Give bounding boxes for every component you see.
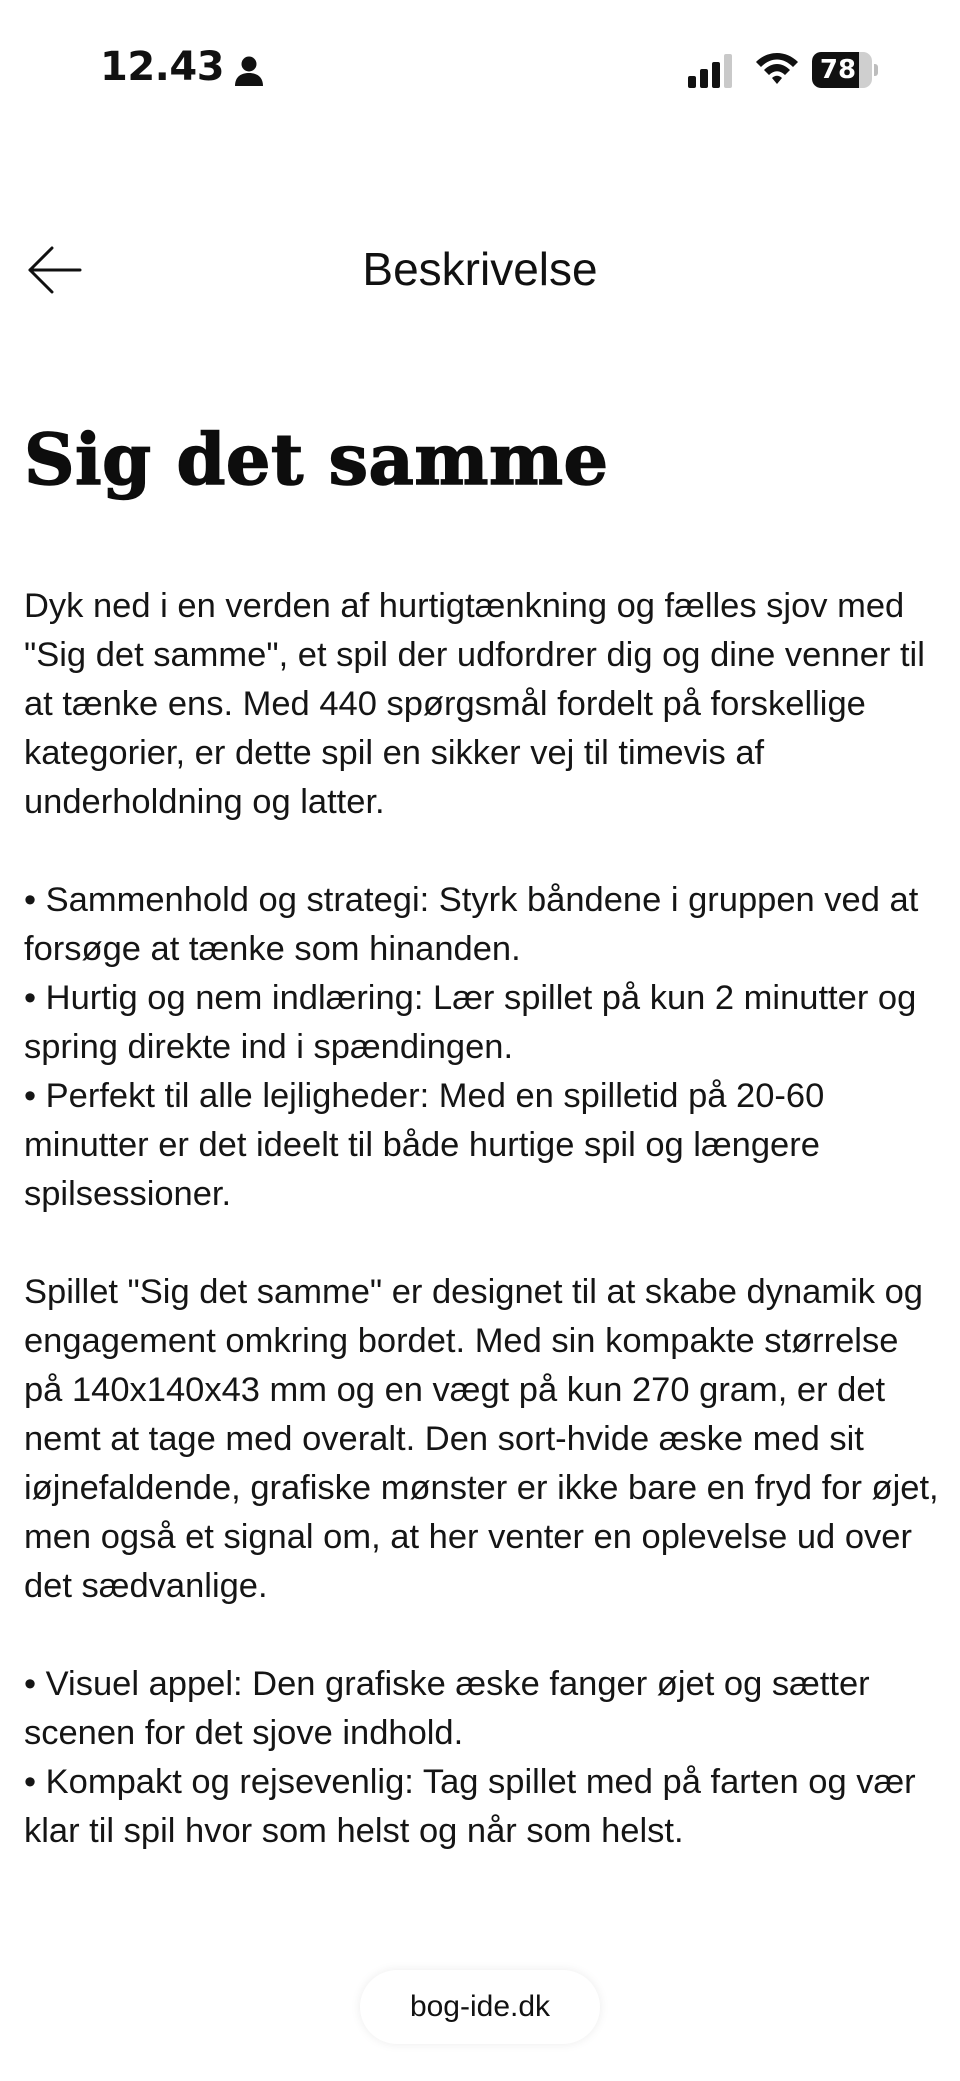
product-title: Sig det samme — [24, 418, 609, 501]
cellular-signal-icon — [688, 54, 736, 88]
list-item: • Sammenhold og strategi: Styrk båndene i gruppen ved at forsøge at tænke som hinanden. — [24, 881, 919, 968]
status-time — [100, 44, 264, 90]
description — [24, 582, 944, 1905]
description-intro: Dyk ned i en verden af hurtigtænkning og fælles sjov med "Sig det samme", et spil der udfordrer dig og dine venner til at tænke ens. Med 440 spørgsmål fordelt på forskellige kategorier, er dette spil en sikker vej til timevis af underholdning og latter. — [24, 587, 925, 821]
list-item: • Perfekt til alle lejligheder: Med en spilletid på 20-60 minutter er det ideelt til både hurtige spil og længere spilsessioner. — [24, 1077, 825, 1213]
header — [0, 220, 960, 320]
person-icon — [234, 51, 264, 83]
wifi-icon — [754, 50, 800, 86]
url-bar[interactable]: bog-ide.dk — [360, 1970, 600, 2044]
battery-body — [812, 52, 872, 88]
list-item: • Kompakt og rejsevenlig: Tag spillet med på farten og vær klar til spil hvor som helst og når som helst. — [24, 1763, 916, 1850]
list-item: • Visuel appel: Den grafiske æske fanger øjet og sætter scenen for det sjove indhold. — [24, 1665, 870, 1752]
list-item: • Hurtig og nem indlæring: Lær spillet på kun 2 minutter og spring direkte ind i spændingen. — [24, 979, 917, 1066]
battery-level: 78 — [819, 55, 857, 85]
feature-list-2 — [24, 1660, 944, 1856]
status-time-text: 12.43 — [100, 44, 225, 90]
page-title: Beskrivelse — [362, 243, 598, 295]
battery-icon — [812, 52, 878, 88]
battery-tip — [874, 64, 878, 76]
description-body: Spillet "Sig det samme" er designet til at skabe dynamik og engagement omkring bordet. Med sin kompakte størrelse på 140x140x43 mm og en vægt på kun 270 gram, er det nemt at tage med overalt. Den sort-hvide æske med sit iøjnefaldende, grafiske mønster er ikke bare en fryd for øjet, men også et signal om, at her venter en oplevelse ud over det sædvanlige. — [24, 1273, 939, 1605]
feature-list-1 — [24, 876, 944, 1219]
status-bar — [0, 0, 960, 140]
